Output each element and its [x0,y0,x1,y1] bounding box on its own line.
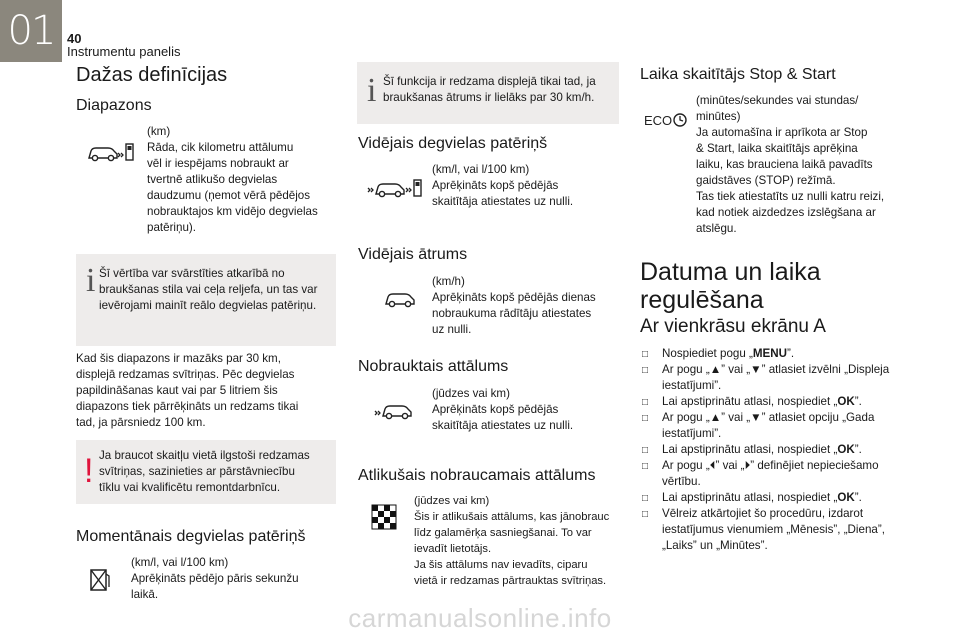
step-item: □ Ar pogu „⏴” vai „⏵” definējiet nepieciešamo vērtību. [642,459,879,488]
stopstart-description: (minūtes/sekundes vai stundas/ minūtes) Ja automašīna ir aprīkota ar Stop & Start, laika skaitītājs aprēķina laiku, kas brauciena laikā pavadīts gaidstāves (STOP) režīmā. Tas tiek atiestatīts uz nulli katru reizi, kad notiek aizdedzes izslēgšana ar atslēgu. [696,94,885,235]
range-car-pump-icon [86,140,136,164]
stopstart-heading: Laika skaitītājs Stop & Start [640,66,836,83]
step-item: □ Nospiediet pogu „MENU”. [642,347,795,360]
speed-info-note: i Šī funkcija ir redzama displejā tikai tad, ja braukšanas ātrums ir lielāks par 30 km/h. [357,62,619,124]
range-info-note: i Šī vērtība var svārstīties atkarībā no braukšanas stila vai ceļa reljefa, un tas var ievērojami mainīt reālo degvielas patēriņu. [76,254,336,346]
info-icon: i [367,72,377,109]
remaining-distance-description: (jūdzes vai km) Šis ir atlikušais attālums, kas jānobrauc līdz galamērķa sasniegšanai. To var ievadīt lietotājs. Ja šis attālums nav ievadīts, ciparu vietā ir redzamas pārtrauktas svītriņas. [414,495,610,587]
distance-car-icon [373,400,415,422]
step-item: □ Lai apstiprinātu atlasi, nospiediet „OK”. [642,395,862,408]
svg-text:ECO: ECO [644,113,673,128]
checkered-flag-icon [370,503,400,533]
step-item: □ Lai apstiprinātu atlasi, nospiediet „OK”. [642,443,862,456]
monochrome-screen-heading: Ar vienkrāsu ekrānu A [640,316,826,337]
distance-travelled-description: (jūdzes vai km) Aprēķināts kopš pēdējās skaitītāja atiestates uz nulli. [432,387,574,432]
instant-consumption-heading: Momentānais degvielas patēriņš [76,528,306,545]
step-item: □ Vēlreiz atkārtojiet šo procedūru, izdarot iestatījumus vienumiem „Mēnesis”, „Diena”, „Laiks” un „Minūtes”. [642,507,885,552]
page-number: 40 [67,31,82,46]
range-paragraph: Kad šis diapazons ir mazāks par 30 km, displejā redzamas svītriņas. Pēc degvielas papildināšanas kaut vai par 5 litriem šis diapazons tiek pārrēķināts un redzams tikai tad, ja pārsniedz 100 km. [76,352,299,429]
info-icon: i [86,262,96,299]
instant-consumption-description: (km/l, vai l/100 km) Aprēķināts pēdējo pāris sekunžu laikā. [131,556,299,601]
datetime-heading: Datuma un laika regulēšana [640,258,821,314]
avg-consumption-description: (km/l, vai l/100 km) Aprēķināts kopš pēdējās skaitītāja atiestates uz nulli. [432,163,574,208]
distance-travelled-heading: Nobrauktais attālums [358,358,509,375]
car-icon [384,288,416,310]
step-item: □ Ar pogu „▲” vai „▼” atlasiet opciju „Gada iestatījumi”. [642,411,875,440]
range-description: (km) Rāda, cik kilometru attālumu vēl ir iespējams nobraukt ar tvertnē atlikušo degvielas daudzumu (ņemot vērā pēdējos nobrauktajos km vidējo degvielas patēriņu). [147,125,318,234]
watermark: carmanualsonline.info [348,603,612,633]
avg-consumption-icon [366,176,424,200]
step-item: □ Ar pogu „▲” vai „▼” atlasiet izvēlni „Displeja iestatījumi”. [642,363,890,392]
range-warning-note: ! Ja braucot skaitļu vietā ilgstoši redzamas svītriņas, sazinieties ar pārstāvniecību tīklu vai kvalificētu remontdarbnīcu. [76,440,336,504]
datetime-steps [640,346,915,554]
fuel-pump-cross-icon [88,567,110,593]
page-title: Dažas definīcijas [76,64,228,86]
eco-timer-icon [644,111,688,129]
chapter-badge: 01 [0,0,62,62]
range-heading: Diapazons [76,97,152,114]
avg-speed-description: (km/h) Aprēķināts kopš pēdējās dienas nobraukuma rādītāju atiestates uz nulli. [432,275,596,336]
warning-icon: ! [84,452,94,490]
avg-consumption-heading: Vidējais degvielas patēriņš [358,135,548,152]
avg-speed-heading: Vidējais ātrums [358,246,468,263]
step-item: □ Lai apstiprinātu atlasi, nospiediet „OK”. [642,491,862,504]
remaining-distance-heading: Atlikušais nobraucamais attālums [358,467,596,484]
running-header: Instrumentu panelis [67,44,181,59]
